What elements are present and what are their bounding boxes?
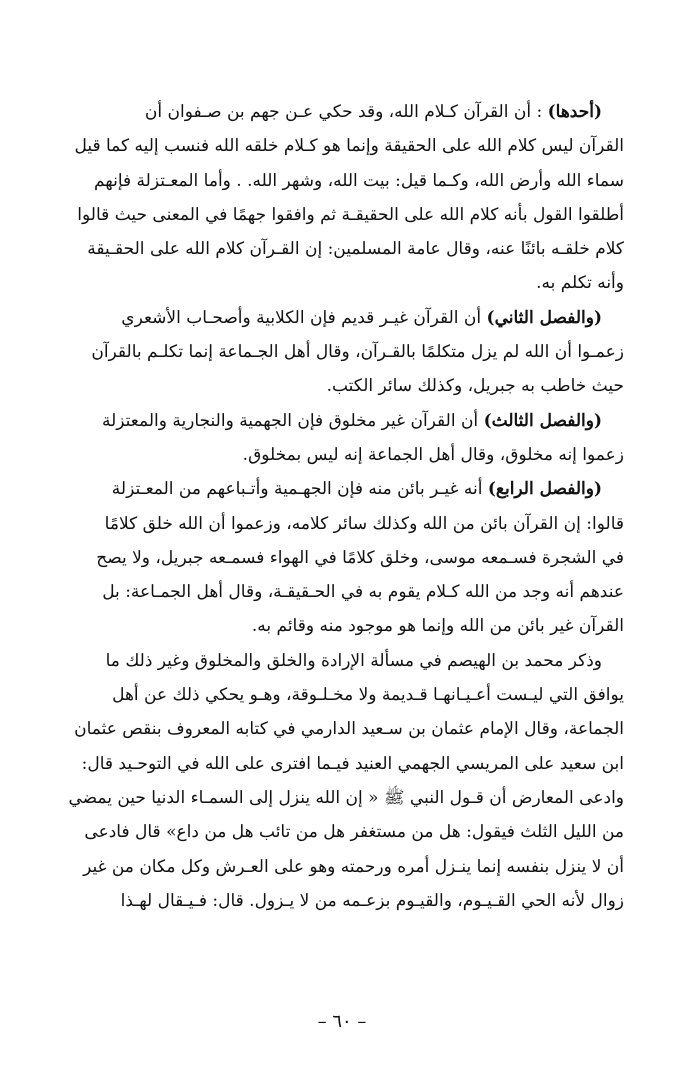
line-text: وادعى المعارض أن قـول النبي ﷺ « إن الله ينزل إلى السمـاء الدنيا حين يمضي <box>68 787 624 808</box>
text-line <box>52 575 624 609</box>
line-text: من الليل الثلث فيقول: هل من مستغفر هل من تائب هل من داع» قال فادعى <box>84 822 624 843</box>
text-line <box>52 712 624 746</box>
text-line <box>52 541 624 575</box>
text-line <box>52 164 624 198</box>
text-line <box>52 609 624 643</box>
section-heading: (والفصل الثالث) <box>483 410 602 431</box>
page-number: – ٦٠ – <box>317 1011 367 1032</box>
line-text: عندهم أنه وجد من الله كـلام يقوم به في الحـقيقـة، وقال أهل الجمـاعة: بل <box>102 582 624 603</box>
text-line <box>52 507 624 541</box>
line-text: ابن سعيد على المريسي الجهمي العنيد فيـما افترى على الله في التوحـيد قال: <box>81 753 624 774</box>
text-line <box>52 232 624 266</box>
section-heading: (أحدها) <box>547 102 602 122</box>
line-text: : أن القرآن كـلام الله، وقد حكي عـن جهم بن صـفوان أن <box>144 102 548 122</box>
line-text: سماء الله وأرض الله، وكـما قيل: بيت الله، وشهر الله. . وأما المعـتزلة فإنهم <box>93 170 624 191</box>
line-text: أنه غيـر بائن منه فإن الجهـمية وأتـباعهم من المعـتزلة <box>111 479 488 500</box>
line-text: القرآن ليس كلام الله على الحقيقة وإنما هو كـلام خلقه الله فنسب إليه كما قيل <box>74 136 624 157</box>
line-text: أن القرآن غيـر قديم فإن الكلابية وأصحـاب الأشعري <box>121 307 487 328</box>
line-text: الجماعة، وقال الإمام عثمان بن سـعيد الدارمي في كتابه المعروف بنقص عثمان <box>74 719 624 740</box>
text-line <box>52 438 624 472</box>
line-text: القرآن غير بائن من الله وإنما هو موجود منه وقائم به. <box>251 616 624 637</box>
text-line <box>52 884 624 918</box>
text-line <box>52 301 624 335</box>
text-line <box>52 644 624 678</box>
body-text <box>52 95 624 918</box>
text-line <box>52 678 624 712</box>
line-text: في الشجرة فسـمعه موسى، وخلق كلامًا في الهواء فسمـعه جبريل، ولا يصح <box>96 547 624 568</box>
text-line <box>52 369 624 403</box>
text-line <box>52 198 624 232</box>
text-line <box>52 129 624 163</box>
line-text: يوافق التي ليـست أعـيـانهـا قـديمة ولا مخـلـوقة، وهـو يحكي ذلك عن أهل <box>112 685 624 706</box>
line-text: وذكر محمد بن الهيصم في مسألة الإرادة والخلق والمخلوق وغير ذلك ما <box>105 650 602 671</box>
line-text: أطلقوا القول بأنه كلام الله على الحقيقـة ثم وافقوا جهمًا في المعنى حيث قالوا <box>77 204 624 225</box>
line-text: زعمـوا أن الله لم يزل متكلمًا بالقـرآن، وقال أهل الجـماعة إنما تكلـم بالقرآن <box>91 342 624 363</box>
text-line <box>52 266 624 300</box>
text-line <box>52 472 624 506</box>
text-line <box>52 335 624 369</box>
line-text: زعموا إنه مخلوق، وقال أهل الجماعة إنه ليس بمخلوق. <box>242 444 624 465</box>
text-line <box>52 850 624 884</box>
line-text: كلام خلقـه بائنًا عنه، وقال عامة المسلمين: إن القـرآن كلام الله على الحقـيقة <box>87 239 624 260</box>
section-heading: (والفصل الثاني) <box>486 307 602 328</box>
line-text: قالوا: إن القرآن بائن من الله وكذلك سائر كلامه، وزعموا أن الله خلق كلامًا <box>104 513 624 534</box>
line-text: أن القرآن غير مخلوق فإن الجهمية والنجارية والمعتزلة <box>101 410 484 431</box>
text-line <box>52 95 624 129</box>
line-text: حيث خاطب به جبريل، وكذلك سائر الكتب. <box>326 376 624 397</box>
line-text: أن لا ينزل بنفسه إنما ينـزل أمره ورحمته وهو على العـرش وكل مكان من غير <box>83 856 624 877</box>
text-line <box>52 404 624 438</box>
text-line <box>52 815 624 849</box>
section-heading: (والفصل الرابع) <box>487 479 602 500</box>
line-text: زوال لأنه الحي القـيـوم، والقيـوم بزعـمه من لا يـزول. قال: فـيـقال لهـذا <box>120 890 624 911</box>
line-text: وأنه تكلم به. <box>536 273 624 294</box>
text-line <box>52 747 624 781</box>
text-line <box>52 781 624 815</box>
